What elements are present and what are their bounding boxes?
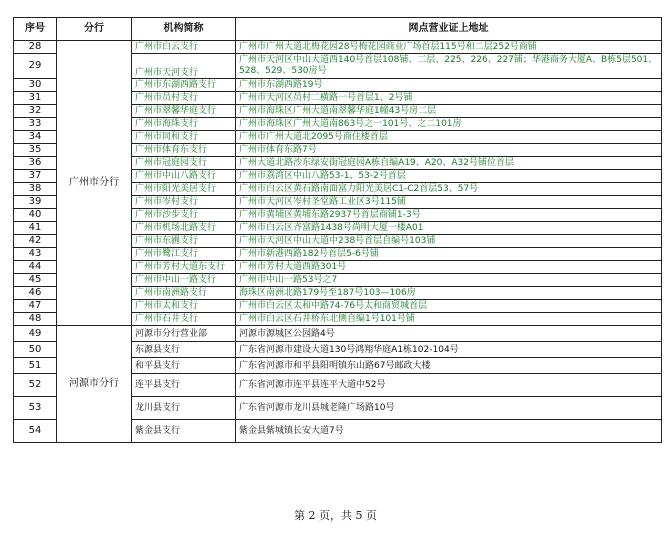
row-number: 42 bbox=[14, 235, 57, 248]
branch-guangzhou: 广州市分行 bbox=[57, 41, 132, 326]
branch-address: 广州市白云区太和中路74-76号太和商贸城首层 bbox=[236, 300, 662, 313]
branch-address: 广州市白云区石井桥东北侧自编1号101号铺 bbox=[236, 313, 662, 326]
institution-name: 龙川县支行 bbox=[132, 397, 236, 420]
institution-name: 广州市芳村大道东支行 bbox=[132, 261, 236, 274]
row-number: 40 bbox=[14, 209, 57, 222]
institution-name: 广州市冠庭园支行 bbox=[132, 157, 236, 170]
institution-name: 广州市东圃支行 bbox=[132, 235, 236, 248]
branch-address: 广州市广州大道北梅花园28号梅花园商业广场首层115号和二层252号商铺 bbox=[236, 41, 662, 54]
institution-name: 广州市员村支行 bbox=[132, 92, 236, 105]
table-header-row bbox=[14, 18, 662, 41]
row-number: 49 bbox=[14, 326, 57, 342]
branch-address: 广州市白云区黄石路南面富力阳光美居C1-C2首层53、57号 bbox=[236, 183, 662, 196]
institution-name: 广州市白云支行 bbox=[132, 41, 236, 54]
branch-address-table bbox=[13, 17, 662, 443]
institution-name: 紫金县支行 bbox=[132, 420, 236, 443]
row-number: 52 bbox=[14, 374, 57, 397]
row-number: 31 bbox=[14, 92, 57, 105]
institution-name: 广州市中山一路支行 bbox=[132, 274, 236, 287]
row-number: 50 bbox=[14, 342, 57, 358]
branch-address: 广州市天河区中山大道中238号首层自编号103铺 bbox=[236, 235, 662, 248]
row-number: 51 bbox=[14, 358, 57, 374]
row-number: 53 bbox=[14, 397, 57, 420]
branch-address: 广州市白云区齐富路1438号尚明大厦一楼A01 bbox=[236, 222, 662, 235]
institution-name: 广州市太和支行 bbox=[132, 300, 236, 313]
branch-address: 广州市芳村大道西路301号 bbox=[236, 261, 662, 274]
branch-address: 广东省河源市建设大道130号鸿翔华庭A1栋102-104号 bbox=[236, 342, 662, 358]
branch-address: 广州市体育东路7号 bbox=[236, 144, 662, 157]
institution-name: 广州市南洲路支行 bbox=[132, 287, 236, 300]
branch-address: 广州市中山一路53号之7 bbox=[236, 274, 662, 287]
institution-name: 和平县支行 bbox=[132, 358, 236, 374]
branch-address: 紫金县紫城镇长安大道7号 bbox=[236, 420, 662, 443]
row-number: 45 bbox=[14, 274, 57, 287]
institution-name: 河源市分行营业部 bbox=[132, 326, 236, 342]
institution-name: 广州市鹭江支行 bbox=[132, 248, 236, 261]
page-footer: 第 2 页，共 5 页 bbox=[294, 509, 377, 522]
branch-address: 广州市海珠区广州大道南翠馨华庭1幢43号房二层 bbox=[236, 105, 662, 118]
row-number: 44 bbox=[14, 261, 57, 274]
branch-heyuan: 河源市分行 bbox=[57, 326, 132, 443]
row-number: 36 bbox=[14, 157, 57, 170]
branch-address: 广州市荔湾区中山八路53-1、53-2号首层 bbox=[236, 170, 662, 183]
institution-name: 广州市翠馨华庭支行 bbox=[132, 105, 236, 118]
branch-address: 广州市新港西路182号首层5-6号铺 bbox=[236, 248, 662, 261]
row-number: 38 bbox=[14, 183, 57, 196]
header-name: 机构简称 bbox=[132, 18, 236, 41]
row-number: 41 bbox=[14, 222, 57, 235]
branch-address: 广州市广州大道北2095号商住楼首层 bbox=[236, 131, 662, 144]
row-number: 30 bbox=[14, 79, 57, 92]
branch-address: 广州市黄埔区黄埔东路2937号首层商铺1-3号 bbox=[236, 209, 662, 222]
row-number: 28 bbox=[14, 41, 57, 54]
branch-address: 河源市源城区公园路4号 bbox=[236, 326, 662, 342]
row-number: 46 bbox=[14, 287, 57, 300]
institution-name: 广州市岑村支行 bbox=[132, 196, 236, 209]
branch-address: 广东省河源市龙川县城老隆广场路10号 bbox=[236, 397, 662, 420]
row-number: 29 bbox=[14, 54, 57, 79]
branch-address: 广东省河源市连平县连平大道中52号 bbox=[236, 374, 662, 397]
institution-name: 连平县支行 bbox=[132, 374, 236, 397]
row-number: 37 bbox=[14, 170, 57, 183]
row-number: 48 bbox=[14, 313, 57, 326]
institution-name: 广州市石井支行 bbox=[132, 313, 236, 326]
institution-name: 广州市阳光美居支行 bbox=[132, 183, 236, 196]
institution-name: 广州市机场北路支行 bbox=[132, 222, 236, 235]
institution-name: 广州市天河支行 bbox=[132, 54, 236, 79]
branch-address: 广州市天河区中山大道西140号首层108铺、二层、225、226、227铺；华港商务大厦A、B栋5层501、528、529、530房号 bbox=[236, 54, 662, 79]
branch-address: 海珠区南洲北路179号至187号103—106房 bbox=[236, 287, 662, 300]
header-seq: 序号 bbox=[14, 18, 57, 41]
header-branch: 分行 bbox=[57, 18, 132, 41]
row-number: 54 bbox=[14, 420, 57, 443]
institution-name: 广州市体育东支行 bbox=[132, 144, 236, 157]
institution-name: 广州市海珠支行 bbox=[132, 118, 236, 131]
branch-address: 广州市东湖西路19号 bbox=[236, 79, 662, 92]
row-number: 47 bbox=[14, 300, 57, 313]
row-number: 34 bbox=[14, 131, 57, 144]
institution-name: 广州市沙步支行 bbox=[132, 209, 236, 222]
institution-name: 广州市同和支行 bbox=[132, 131, 236, 144]
row-number: 32 bbox=[14, 105, 57, 118]
row-number: 39 bbox=[14, 196, 57, 209]
branch-address: 广州大道北路沙东绿安街冠庭园A栋自编A19、A20、A32号铺位首层 bbox=[236, 157, 662, 170]
row-number: 43 bbox=[14, 248, 57, 261]
row-number: 35 bbox=[14, 144, 57, 157]
branch-address: 广州市天河区岑村圣堂路工业区3号115铺 bbox=[236, 196, 662, 209]
institution-name: 广州市中山八路支行 bbox=[132, 170, 236, 183]
branch-address: 广州市海珠区广州大道南863号之一101号、之二101房 bbox=[236, 118, 662, 131]
institution-name: 广州市东湖西路支行 bbox=[132, 79, 236, 92]
branch-address: 广东省河源市和平县阳明镇东山路67号邮政大楼 bbox=[236, 358, 662, 374]
header-address: 网点营业证上地址 bbox=[236, 18, 662, 41]
branch-address: 广州市天河区员村二横路一号首层1、2号铺 bbox=[236, 92, 662, 105]
table-row bbox=[14, 326, 662, 342]
institution-name: 东源县支行 bbox=[132, 342, 236, 358]
row-number: 33 bbox=[14, 118, 57, 131]
table-row bbox=[14, 41, 662, 54]
